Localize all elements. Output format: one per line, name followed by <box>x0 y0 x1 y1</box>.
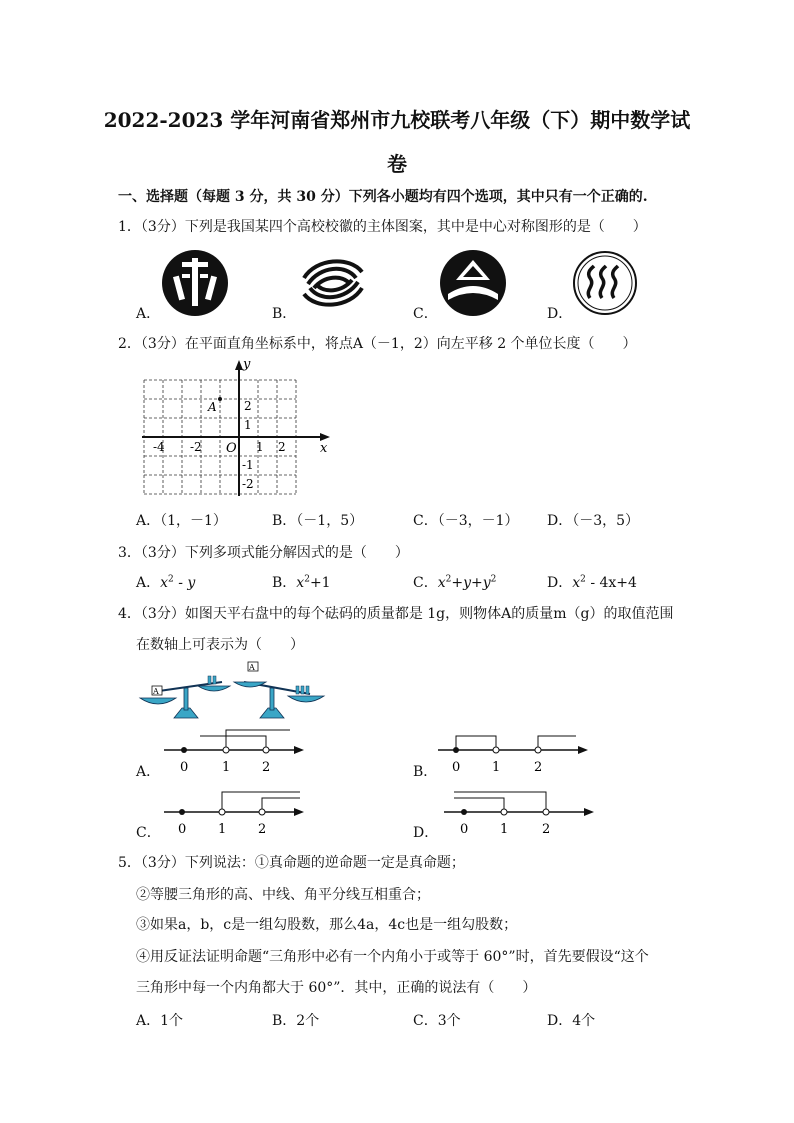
y-tick-label: 2 <box>244 399 252 413</box>
tick-0: 0 <box>452 760 461 775</box>
expr-rest: - y <box>173 575 196 591</box>
statement-5: 三角形中每一个内角都大于 60°”．其中，正确的说法有（ ） <box>136 980 537 996</box>
origin-label: O <box>226 441 237 456</box>
expr-exponent: 2 <box>445 574 452 585</box>
tick-0: 0 <box>180 760 189 775</box>
q5-option-c[interactable]: C．3个 <box>413 1013 461 1029</box>
q3-option-b[interactable] <box>272 572 331 592</box>
option-letter: B． <box>272 575 297 591</box>
emblem-d-icon <box>572 250 638 316</box>
q1-option-b[interactable]: B． <box>272 306 297 322</box>
emblem-a-icon <box>160 248 230 318</box>
option-letter: A． <box>136 575 161 591</box>
point-a-label: A <box>208 400 217 414</box>
q1-option-a[interactable]: A． <box>136 306 161 322</box>
q1-option-c[interactable]: C． <box>413 306 438 322</box>
number-line-a <box>160 722 310 778</box>
balance-scales-illustration <box>138 660 328 720</box>
statement-2: ②等腰三角形的高、中线、角平分线互相重合； <box>136 887 430 903</box>
tick-1: 1 <box>492 760 501 775</box>
number-line-c <box>160 784 310 840</box>
expr-exponent: 2 <box>168 574 174 585</box>
q4-option-b[interactable]: B． <box>413 764 438 780</box>
y-tick-label: 1 <box>244 418 252 432</box>
page-title-line-1: 2022-2023 学年河南省郑州市九校联考八年级（下）期中数学试 <box>103 108 691 132</box>
tick-1: 1 <box>500 822 509 837</box>
x-tick-label: -2 <box>190 440 202 454</box>
q2-option-b[interactable]: B．（－1，5） <box>272 513 364 529</box>
y-tick-label: -2 <box>242 477 254 491</box>
scale-1-object-label: A <box>153 687 159 696</box>
expr-var: x <box>160 575 169 591</box>
tick-1: 1 <box>218 822 227 837</box>
q5-option-d[interactable]: D．4个 <box>547 1013 596 1029</box>
page-title-line-2: 卷 <box>387 152 407 176</box>
x-axis-label: x <box>320 441 328 456</box>
question-4-stem-line-1: 4．（3分）如图天平右盘中的每个砝码的质量都是 1g，则物体A的质量m（g）的取值范围 <box>118 606 674 622</box>
tick-1: 1 <box>222 760 231 775</box>
number-line-d <box>440 784 600 840</box>
tick-0: 0 <box>460 822 469 837</box>
expr-rest: - 4x+4 <box>585 575 637 591</box>
q3-option-c[interactable] <box>413 572 496 592</box>
section-heading: 一、选择题（每题 3 分，共 30 分）下列各小题均有四个选项，其中只有一个正确的. <box>118 189 648 205</box>
y-axis-label: y <box>243 357 251 372</box>
q4-option-d[interactable]: D． <box>413 825 439 841</box>
coordinate-grid <box>138 356 338 502</box>
expr-var: x <box>437 575 446 591</box>
q4-option-c[interactable]: C． <box>136 825 161 841</box>
q5-option-b[interactable]: B．2个 <box>272 1013 320 1029</box>
expr-mid: +y+y <box>451 575 491 591</box>
option-letter: C． <box>413 575 438 591</box>
expr-var: x <box>296 575 305 591</box>
tick-2: 2 <box>258 822 267 837</box>
question-2-stem: 2．（3分）在平面直角坐标系中，将点A（－1，2）向左平移 2 个单位长度（ ） <box>118 336 637 352</box>
scale-2-object-label: A <box>249 663 255 672</box>
q5-option-a[interactable]: A．1个 <box>136 1013 184 1029</box>
tick-2: 2 <box>262 760 271 775</box>
x-tick-label: 1 <box>256 440 264 454</box>
emblem-c-icon <box>438 248 508 318</box>
q3-option-d[interactable] <box>547 572 637 592</box>
tick-2: 2 <box>534 760 543 775</box>
option-letter: D． <box>547 575 573 591</box>
x-tick-label: -4 <box>153 440 165 454</box>
statement-4: ④用反证法证明命题“三角形中必有一个内角小于或等于 60°”时，首先要假设“这个 <box>136 949 649 965</box>
q2-option-a[interactable]: A．（1，－1） <box>136 513 227 529</box>
q3-option-a[interactable] <box>136 572 195 592</box>
expr-rest: +1 <box>309 575 331 591</box>
expr-exponent: 2 <box>580 574 586 585</box>
number-line-b <box>434 722 594 778</box>
question-5-stem: 5．（3分）下列说法：①真命题的逆命题一定是真命题； <box>118 855 465 871</box>
expr-exponent: 2 <box>490 574 497 585</box>
question-4-stem-line-2: 在数轴上可表示为（ ） <box>136 637 304 653</box>
emblem-b-icon <box>296 250 370 316</box>
q2-option-c[interactable]: C．（－3，－1） <box>413 513 519 529</box>
y-tick-label: -1 <box>242 458 254 472</box>
tick-2: 2 <box>542 822 551 837</box>
question-3-stem: 3．（3分）下列多项式能分解因式的是（ ） <box>118 545 409 561</box>
question-1-stem: 1．（3分）下列是我国某四个高校校徽的主体图案，其中是中心对称图形的是（ ） <box>118 219 647 235</box>
q4-option-a[interactable]: A． <box>136 764 161 780</box>
q2-option-d[interactable]: D．（－3，5） <box>547 513 640 529</box>
expr-exponent: 2 <box>304 574 310 585</box>
q1-option-d[interactable]: D． <box>547 306 573 322</box>
expr-var: x <box>572 575 581 591</box>
tick-0: 0 <box>178 822 187 837</box>
statement-3: ③如果a，b，c是一组勾股数，那么4a，4c也是一组勾股数； <box>136 917 518 933</box>
x-tick-label: 2 <box>278 440 286 454</box>
